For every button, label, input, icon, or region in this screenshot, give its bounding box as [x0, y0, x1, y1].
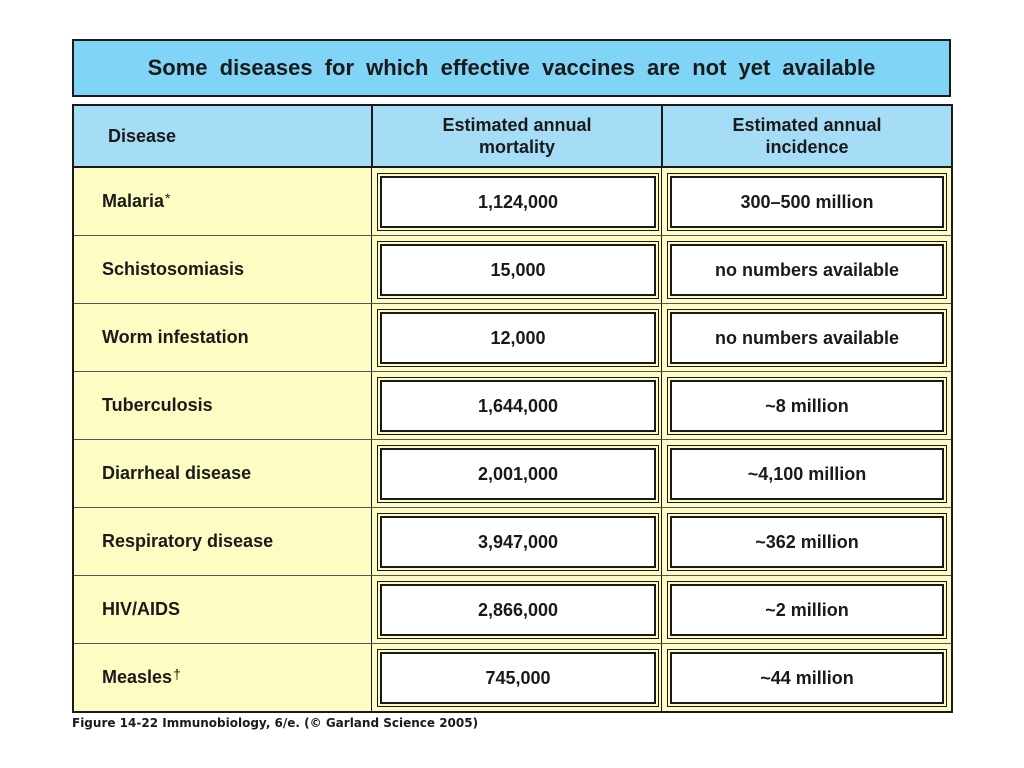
table-row — [74, 236, 951, 304]
header-disease: Disease — [108, 126, 177, 146]
incidence-value: ~8 million — [670, 380, 944, 432]
header-incidence-line2: incidence — [765, 137, 849, 157]
incidence-value: ~2 million — [670, 584, 944, 636]
table-row — [74, 644, 951, 712]
incidence-value: ~362 million — [670, 516, 944, 568]
disease-name: Diarrheal disease — [102, 463, 252, 483]
footnote-mark: * — [165, 189, 171, 206]
mortality-value: 745,000 — [380, 652, 656, 704]
mortality-value: 3,947,000 — [380, 516, 656, 568]
header-mortality-line2: mortality — [478, 137, 555, 157]
table-row — [74, 440, 951, 508]
header-incidence — [661, 106, 951, 166]
disease-name: HIV/AIDS — [102, 599, 181, 619]
header-mortality — [371, 106, 661, 166]
table-row — [74, 168, 951, 236]
disease-name: Tuberculosis — [102, 395, 213, 415]
incidence-value: 300–500 million — [670, 176, 944, 228]
disease-name: Worm infestation — [102, 327, 249, 347]
table-row — [74, 372, 951, 440]
disease-name: Measles † — [102, 665, 181, 687]
mortality-value: 1,644,000 — [380, 380, 656, 432]
incidence-value: no numbers available — [670, 312, 944, 364]
table-row — [74, 304, 951, 372]
table-row — [74, 576, 951, 644]
table-title: Some diseases for which effective vaccines are not yet available — [72, 39, 951, 97]
disease-name: Respiratory disease — [102, 531, 274, 551]
mortality-value: 12,000 — [380, 312, 656, 364]
table-row — [74, 508, 951, 576]
mortality-value: 2,866,000 — [380, 584, 656, 636]
mortality-value: 15,000 — [380, 244, 656, 296]
footnote-mark: † — [173, 665, 181, 682]
figure-caption: Figure 14-22 Immunobiology, 6/e. (© Garland Science 2005) — [72, 716, 479, 730]
header-incidence-line1: Estimated annual — [732, 115, 882, 135]
mortality-value: 2,001,000 — [380, 448, 656, 500]
disease-table — [72, 104, 953, 713]
incidence-value: no numbers available — [670, 244, 944, 296]
table-header-row — [74, 106, 951, 168]
incidence-value: ~44 million — [670, 652, 944, 704]
header-mortality-line1: Estimated annual — [442, 115, 592, 135]
disease-name: Schistosomiasis — [102, 259, 245, 279]
incidence-value: ~4,100 million — [670, 448, 944, 500]
mortality-value: 1,124,000 — [380, 176, 656, 228]
disease-name: Malaria * — [102, 189, 171, 211]
